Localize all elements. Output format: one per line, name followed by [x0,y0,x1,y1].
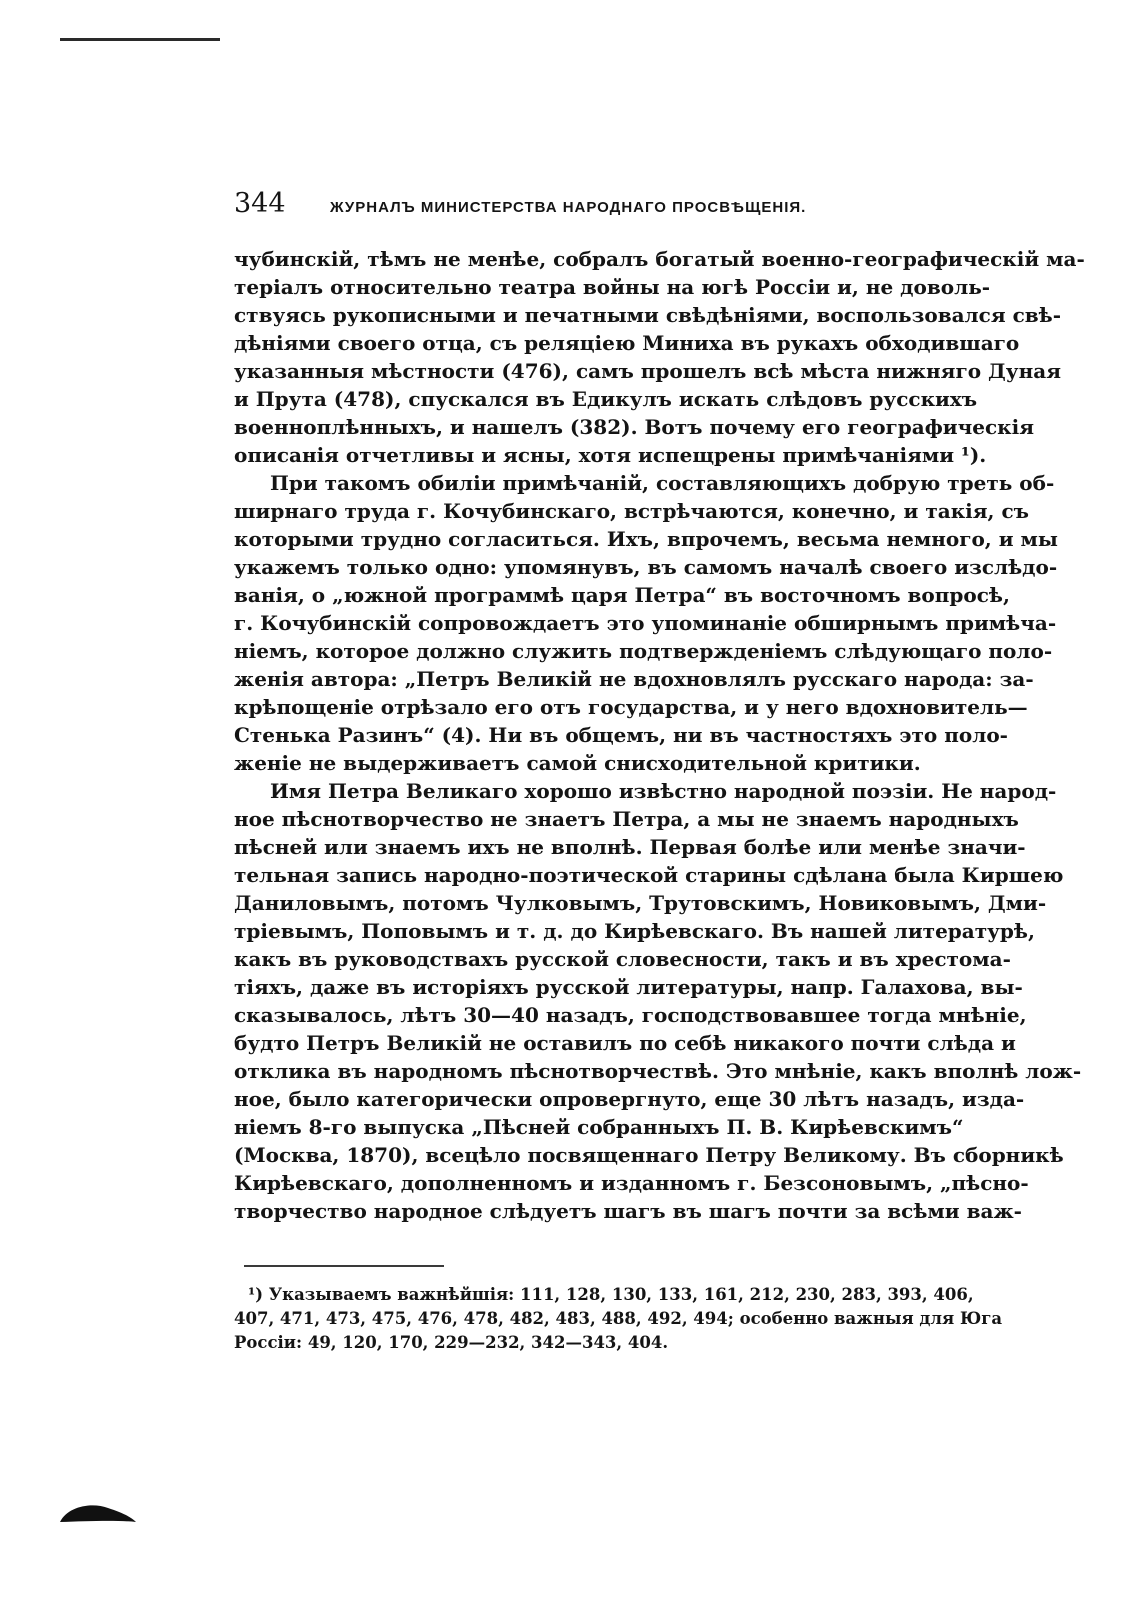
body-line: г. Кочубинскій сопровождаетъ это упоминаніе обширнымъ примѣча- [234,611,1057,635]
body-line: дѣніями своего отца, съ реляціею Миниха въ рукахъ обходившаго [234,331,1020,355]
body-line: творчество народное слѣдуетъ шагъ въ шагъ почти за всѣми важ- [234,1199,1022,1223]
footnote-divider [244,1265,444,1267]
footnote-line: Россіи: 49, 120, 170, 229—232, 342—343, 404. [234,1333,669,1352]
body-line: ніемъ, которое должно служить подтвержденіемъ слѣдующаго поло- [234,639,1053,663]
body-line: женіе не выдерживаетъ самой снисходительной критики. [234,751,921,775]
body-line: тріевымъ, Поповымъ и т. д. до Кирѣевскаго. Въ нашей литературѣ, [234,919,1035,943]
body-line: укажемъ только одно: упомянувъ, въ самомъ началѣ своего изслѣдо- [234,555,1058,579]
body-line: крѣпощеніе отрѣзало его отъ государства, и у него вдохновитель— [234,695,1028,719]
footnotes [234,1283,1003,1355]
body-line: При такомъ обиліи примѣчаній, составляющихъ добрую треть об- [270,471,1055,495]
body-line: ширнаго труда г. Кочубинскаго, встрѣчаются, конечно, и такія, съ [234,499,1029,523]
body-line: тіяхъ, даже въ исторіяхъ русской литературы, напр. Галахова, вы- [234,975,1023,999]
ink-blot-mark [58,1500,138,1526]
body-line: пѣсней или знаемъ ихъ не вполнѣ. Первая болѣе или менѣе значи- [234,835,1026,859]
body-line: описанія отчетливы и ясны, хотя испещрены примѣчаніями ¹). [234,443,987,467]
body-text [234,245,1085,1225]
body-line: указанныя мѣстности (476), самъ прошелъ всѣ мѣста нижняго Дуная [234,359,1061,383]
body-line: которыми трудно согласиться. Ихъ, впрочемъ, весьма немного, и мы [234,527,1058,551]
body-line: отклика въ народномъ пѣснотворчествѣ. Это мнѣніе, какъ вполнѣ лож- [234,1059,1082,1083]
footnote-line: ¹) Указываемъ важнѣйшія: 111, 128, 130, 133, 161, 212, 230, 283, 393, 406, [248,1285,974,1304]
body-line: ное пѣснотворчество не знаетъ Петра, а мы не знаемъ народныхъ [234,807,1019,831]
page-number: 344 [234,188,286,219]
body-line: тельная запись народно-поэтической старины сдѣлана была Киршею [234,863,1064,887]
body-line: военноплѣнныхъ, и нашелъ (382). Вотъ почему его географическія [234,415,1034,439]
page-header [234,188,946,228]
body-line: Имя Петра Великаго хорошо извѣстно народной поэзіи. Не народ- [270,779,1057,803]
body-line: и Прута (478), спускался въ Едикулъ искать слѣдовъ русскихъ [234,387,978,411]
body-line: какъ въ руководствахъ русской словесности, такъ и въ хрестома- [234,947,1011,971]
body-line: теріалъ относительно театра войны на югѣ Россіи и, не доволь- [234,275,991,299]
body-line: сказывалось, лѣтъ 30—40 назадъ, господствовавшее тогда мнѣніе, [234,1003,1027,1027]
body-line: женія автора: „Петръ Великій не вдохновлялъ русскаго народа: за- [234,667,1034,691]
body-line: (Москва, 1870), всецѣло посвященнаго Петру Великому. Въ сборникѣ [234,1143,1064,1167]
body-line: ніемъ 8-го выпуска „Пѣсней собранныхъ П. В. Кирѣевскимъ“ [234,1115,964,1139]
body-line: чубинскій, тѣмъ не менѣе, собралъ богатый военно-географическій ма- [234,247,1085,271]
body-line: ствуясь рукописными и печатными свѣдѣніями, воспользовался свѣ- [234,303,1062,327]
body-line: ванія, о „южной программѣ царя Петра“ въ восточномъ вопросѣ, [234,583,1010,607]
body-line: Кирѣевскаго, дополненномъ и изданномъ г. Безсоновымъ, „пѣсно- [234,1171,1029,1195]
running-title: ЖУРНАЛЪ МИНИСТЕРСТВА НАРОДНАГО ПРОСВѢЩЕНІЯ. [330,199,807,216]
body-line: Стенька Разинъ“ (4). Ни въ общемъ, ни въ частностяхъ это поло- [234,723,1008,747]
body-line: ное, было категорически опровергнуто, еще 30 лѣтъ назадъ, изда- [234,1087,1025,1111]
body-line: будто Петръ Великій не оставилъ по себѣ никакого почти слѣда и [234,1031,1016,1055]
footnote-line: 407, 471, 473, 475, 476, 478, 482, 483, 488, 492, 494; особенно важныя для Юга [234,1309,1003,1328]
body-line: Даниловымъ, потомъ Чулковымъ, Трутовскимъ, Новиковымъ, Дми- [234,891,1047,915]
top-edge-rule [60,38,220,41]
